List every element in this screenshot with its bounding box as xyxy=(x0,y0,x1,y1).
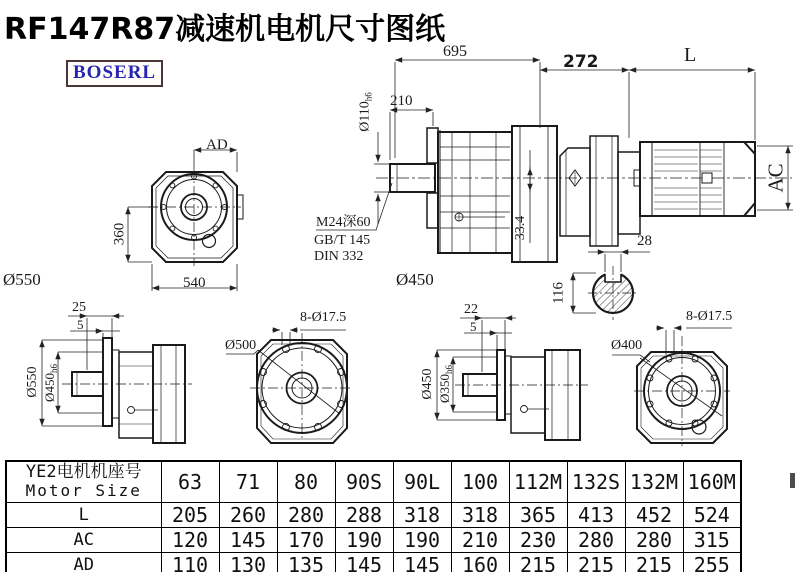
frame-size-column-header: 63 xyxy=(161,461,219,502)
row-label-cell: AD xyxy=(6,552,161,572)
dimension-value-cell: 365 xyxy=(509,502,567,527)
frame-size-column-header: 71 xyxy=(219,461,277,502)
motor-size-header-en: Motor Size xyxy=(25,481,142,501)
dim-5-label-b: 5 xyxy=(470,319,477,334)
frame-size-column-header: 100 xyxy=(451,461,509,502)
flange-side-view-a-drawing xyxy=(42,316,192,443)
dia-450-label: Ø450 xyxy=(396,270,434,289)
dim-695-label: 695 xyxy=(443,43,467,60)
dimension-value-cell: 524 xyxy=(683,502,741,527)
dia-500-label: Ø500 xyxy=(225,338,257,353)
motor-size-header-cell xyxy=(6,461,161,502)
dimension-value-cell: 145 xyxy=(393,552,451,572)
dimension-value-cell: 260 xyxy=(219,502,277,527)
front-view-large-drawing xyxy=(128,150,243,291)
dimension-value-cell: 318 xyxy=(393,502,451,527)
table-row xyxy=(6,527,741,552)
flange-side-view-b-drawing xyxy=(437,318,588,440)
frame-size-column-header: 80 xyxy=(277,461,335,502)
dimension-value-cell: 288 xyxy=(335,502,393,527)
dim-5-label-a: 5 xyxy=(77,317,84,332)
screen-edge-artifact xyxy=(790,473,795,488)
dimension-value-cell: 190 xyxy=(335,527,393,552)
frame-size-column-header: 90L xyxy=(393,461,451,502)
note-m24-label: M24深60 xyxy=(316,215,371,230)
frame-size-column-header: 160M xyxy=(683,461,741,502)
dim-116-label: 116 xyxy=(550,282,567,304)
dim-272-label: 272 xyxy=(563,52,599,72)
dim-334-label: 33.4 xyxy=(513,215,528,241)
motor-size-table xyxy=(5,460,742,572)
dimension-value-cell: 255 xyxy=(683,552,741,572)
dim-540-label: 540 xyxy=(183,275,206,291)
frame-size-column-header: 132M xyxy=(625,461,683,502)
table-row xyxy=(6,552,741,572)
dia-110h6-label: $Ø110_{h6}$ xyxy=(357,92,374,132)
side-view-main-drawing xyxy=(316,60,792,262)
dimension-value-cell: 110 xyxy=(161,552,219,572)
dimension-value-cell: 215 xyxy=(509,552,567,572)
frame-size-column-header: 132S xyxy=(567,461,625,502)
dia-550-label: Ø550 xyxy=(3,270,41,289)
dimension-value-cell: 230 xyxy=(509,527,567,552)
dia-350h6-label: $Ø350_{h6}$ xyxy=(437,365,454,403)
boserl-logo: BOSERL xyxy=(66,60,163,87)
table-row xyxy=(6,502,741,527)
shaft-section-drawing xyxy=(573,252,650,320)
note-din332-label: DIN 332 xyxy=(314,249,364,264)
dia-450-flange-label: Ø450 xyxy=(420,368,435,400)
dimension-value-cell: 145 xyxy=(335,552,393,572)
frame-size-column-header: 90S xyxy=(335,461,393,502)
dimension-value-cell: 215 xyxy=(567,552,625,572)
dimension-value-cell: 205 xyxy=(161,502,219,527)
note-gbt145-label: GB/T 145 xyxy=(314,233,371,248)
dim-28-label: 28 xyxy=(637,233,652,249)
dimension-value-cell: 120 xyxy=(161,527,219,552)
bolt-note-label-a: 8-Ø17.5 xyxy=(300,310,347,325)
page-title: RF147R87减速机电机尺寸图纸 xyxy=(4,12,446,47)
dimension-value-cell: 145 xyxy=(219,527,277,552)
dimension-value-cell: 215 xyxy=(625,552,683,572)
dimension-value-cell: 170 xyxy=(277,527,335,552)
dim-l-label: L xyxy=(684,44,697,66)
dia-550-flange-label: Ø550 xyxy=(25,366,40,398)
dim-22-label: 22 xyxy=(464,302,478,317)
dim-ac-label: AC xyxy=(763,163,788,193)
bolt-note-label-b: 8-Ø17.5 xyxy=(686,309,733,324)
motor-size-header-cn: YE2电机机座号 xyxy=(25,461,142,482)
dimension-value-cell: 210 xyxy=(451,527,509,552)
dimension-value-cell: 452 xyxy=(625,502,683,527)
motor-assembly-drawing xyxy=(540,70,793,246)
frame-size-column-header: 112M xyxy=(509,461,567,502)
dimension-value-cell: 160 xyxy=(451,552,509,572)
dimension-value-cell: 130 xyxy=(219,552,277,572)
dimension-value-cell: 280 xyxy=(625,527,683,552)
dimension-value-cell: 318 xyxy=(451,502,509,527)
row-label-cell: AC xyxy=(6,527,161,552)
dimension-value-cell: 135 xyxy=(277,552,335,572)
dia-450h6-label: $Ø450_{h6}$ xyxy=(42,364,59,402)
row-label-cell: L xyxy=(6,502,161,527)
dim-25-label: 25 xyxy=(72,300,86,315)
dim-ad-label: AD xyxy=(206,137,228,153)
dimension-value-cell: 315 xyxy=(683,527,741,552)
dimension-value-cell: 413 xyxy=(567,502,625,527)
dimension-value-cell: 280 xyxy=(567,527,625,552)
dia-400-label: Ø400 xyxy=(611,338,643,353)
dimension-value-cell: 280 xyxy=(277,502,335,527)
dim-210-label: 210 xyxy=(390,93,413,109)
dimension-value-cell: 190 xyxy=(393,527,451,552)
dim-360-label: 360 xyxy=(111,222,128,246)
